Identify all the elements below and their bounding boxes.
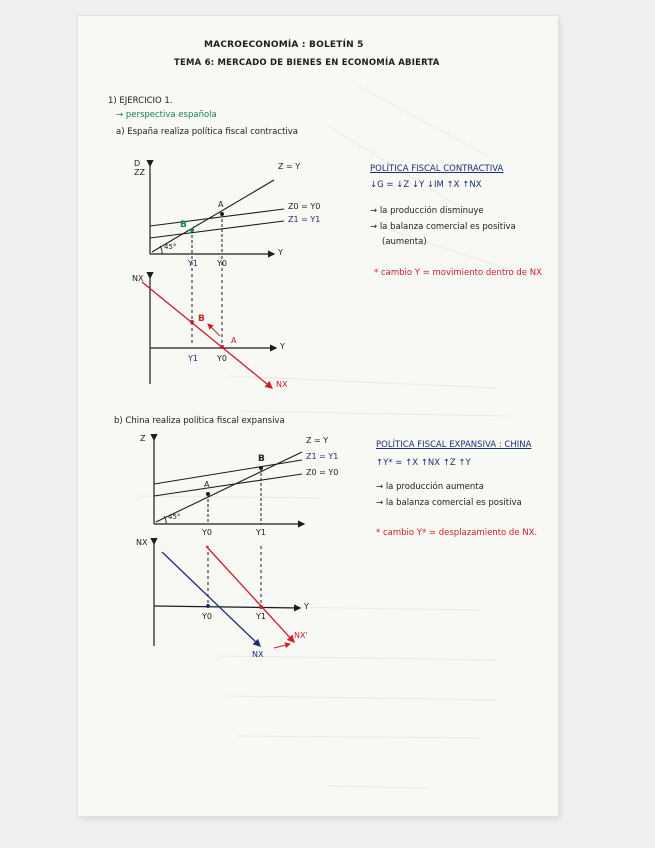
b-bot-point-y1 <box>259 605 263 609</box>
a-notes-line3: (aumenta) <box>382 237 427 247</box>
page-title: MACROECONOMÍA : BOLETÍN 5 <box>204 40 364 50</box>
a-bot-label-b: B <box>198 314 205 324</box>
a-top-angle-label: 45° <box>164 243 177 251</box>
b-top-line-z1 <box>154 460 302 484</box>
a-top-tick-y1: Y1 <box>188 259 198 268</box>
a-bot-tick-y1: Y1 <box>188 354 198 363</box>
b-bot-tick-y1: Y1 <box>256 612 266 621</box>
b-top-line-z-eq-y <box>156 452 302 522</box>
a-top-label-z1: Z1 = Y1 <box>288 215 321 224</box>
b-bot-x-axis <box>154 606 300 608</box>
a-notes-line2: → la balanza comercial es positiva <box>370 222 516 232</box>
b-bot-point-y0 <box>206 604 210 608</box>
a-top-label-a: A <box>218 200 224 209</box>
a-notes-formula: ↓G = ↓Z ↓Y ↓IM ↑X ↑NX <box>370 180 482 190</box>
a-bot-tick-y0: Y0 <box>217 354 227 363</box>
a-bot-label-a: A <box>231 336 237 345</box>
b-top-point-b <box>259 466 263 470</box>
b-bot-curve-nx: NX <box>252 650 264 659</box>
b-top-line-z0 <box>154 474 302 496</box>
b-notes-red-note: * cambio Y* = desplazamiento de NX. <box>376 528 538 538</box>
notebook-page <box>78 16 558 816</box>
a-top-label-b: B <box>180 220 187 230</box>
part-b-graphs <box>78 16 558 816</box>
a-bot-y-label: NX <box>132 274 144 283</box>
b-top-point-a <box>206 492 210 496</box>
a-top-y-label: ZZ <box>134 168 145 177</box>
b-bot-nx-prime-line <box>206 546 294 642</box>
b-top-label-z1: Z1 = Y1 <box>306 452 339 461</box>
b-notes-line1: → la producción aumenta <box>376 482 484 492</box>
b-bot-x-label: Y <box>304 602 309 611</box>
b-notes-formula: ↑Y* = ↑X ↑NX ↑Z ↑Y <box>376 458 471 468</box>
a-bot-x-label: Y <box>280 342 285 351</box>
b-bot-nx-line <box>162 552 260 646</box>
a-bot-curve-label: NX <box>276 380 288 389</box>
b-top-label-z0: Z0 = Y0 <box>306 468 339 477</box>
b-top-label-b: B <box>258 454 265 464</box>
b-top-label-a: A <box>204 480 210 489</box>
exercise-label: 1) EJERCICIO 1. <box>108 96 173 106</box>
b-bot-tick-y0: Y0 <box>202 612 212 621</box>
b-top-tick-y1: Y1 <box>256 528 266 537</box>
a-top-tick-y0: Y0 <box>217 259 227 268</box>
page-subtitle: TEMA 6: MERCADO DE BIENES EN ECONOMÍA ABIERTA <box>174 58 440 68</box>
exercise-perspective: → perspectiva española <box>116 110 217 120</box>
b-top-label-z-eq-y: Z = Y <box>306 436 329 445</box>
a-notes-line1: → la producción disminuye <box>370 206 484 216</box>
part-a-heading: a) España realiza política fiscal contractiva <box>116 127 298 137</box>
a-top-x-label: Y <box>278 248 283 257</box>
b-top-tick-y0: Y0 <box>202 528 212 537</box>
a-top-y-label-d: D <box>134 159 141 168</box>
b-bot-shift-arrow <box>274 644 290 648</box>
b-top-y-label: Z <box>140 434 146 443</box>
b-top-angle-label: 45° <box>168 513 181 521</box>
part-b-heading: b) China realiza política fiscal expansiva <box>114 416 285 426</box>
a-top-label-z-eq-y: Z = Y <box>278 162 301 171</box>
a-top-label-z0: Z0 = Y0 <box>288 202 321 211</box>
a-notes-title: POLÍTICA FISCAL CONTRACTIVA <box>370 164 504 174</box>
b-bot-y-label: NX <box>136 538 148 547</box>
a-notes-red-note: * cambio Y = movimiento dentro de NX <box>374 268 542 278</box>
b-bot-curve-nx-prime: NX' <box>294 631 308 640</box>
b-notes-title: POLÍTICA FISCAL EXPANSIVA : CHINA <box>376 440 532 450</box>
b-notes-line2: → la balanza comercial es positiva <box>376 498 522 508</box>
